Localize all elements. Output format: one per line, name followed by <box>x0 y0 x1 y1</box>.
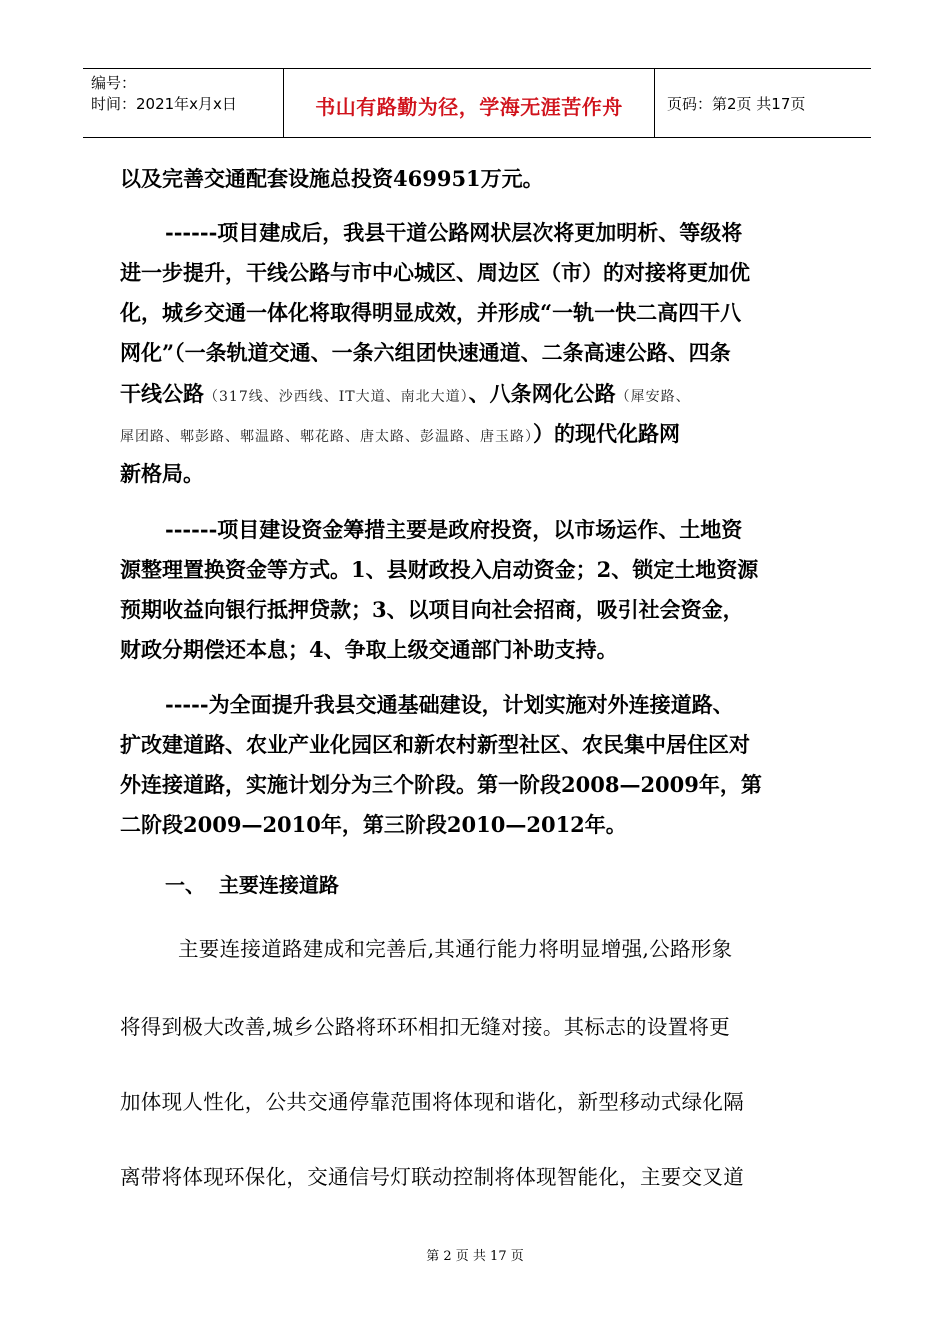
p2-line-6-part-b: ）的现代化路网 <box>533 421 680 446</box>
p2-line-5-part-b: 、八条网化公路 <box>468 381 616 406</box>
p5-line-4: 离带将体现环保化，交通信号灯联动控制将体现智能化，主要交叉道 <box>120 1165 744 1189</box>
p3-line-3: 预期收益向银行抵押贷款；3、以项目向社会招商，吸引社会资金， <box>120 597 744 622</box>
document-time-label: 时间：2021年x月x日 <box>91 95 237 113</box>
p3-line-2: 源整理置换资金等方式。1、县财政投入启动资金；2、锁定土地资源 <box>120 557 759 582</box>
p2-line-5-small-2: （犀安路、 <box>615 389 691 405</box>
p5-line-3: 加体现人性化，公共交通停靠范围将体现和谐化，新型移动式绿化隔 <box>120 1090 744 1114</box>
p2-line-5 <box>120 378 691 408</box>
header-meta-cell <box>83 69 284 137</box>
p4-line-1: -----为全面提升我县交通基础建设，计划实施对外连接道路、 <box>165 692 734 717</box>
investment-line: 以及完善交通配套设施总投资469951万元。 <box>120 166 544 191</box>
p2-line-2: 进一步提升，干线公路与市中心城区、周边区（市）的对接将更加优 <box>120 260 750 285</box>
p2-line-6 <box>120 418 680 448</box>
p2-line-5-small: （317线、沙西线、IT大道、南北大道） <box>204 389 469 405</box>
document-number-label: 编号： <box>91 74 137 92</box>
page-footer: 第 2 页 共 17 页 <box>426 1249 524 1264</box>
p2-line-6-small: 犀团路、郫彭路、郫温路、郫花路、唐太路、彭温路、唐玉路） <box>120 429 533 445</box>
p3-line-1: ------项目建设资金筹措主要是政府投资，以市场运作、土地资 <box>165 517 743 542</box>
header-page-cell <box>655 69 871 137</box>
p5-line-1: 主要连接道路建成和完善后,其通行能力将明显增强,公路形象 <box>178 937 733 961</box>
p2-line-1: ------项目建成后，我县干道公路网状层次将更加明析、等级将 <box>165 220 743 245</box>
section-heading: 一、 主要连接道路 <box>165 873 339 897</box>
p5-line-2: 将得到极大改善,城乡公路将环环相扣无缝对接。其标志的设置将更 <box>120 1015 731 1039</box>
p2-line-7: 新格局。 <box>120 461 204 486</box>
p2-line-3: 化，城乡交通一体化将取得明显成效，并形成“一轨一快二高四干八 <box>120 300 742 325</box>
p4-line-2: 扩改建道路、农业产业化园区和新农村新型社区、农民集中居住区对 <box>120 732 750 757</box>
header-motto-cell <box>284 69 655 137</box>
header-page-info: 页码：第2页 共17页 <box>667 95 806 113</box>
p2-line-4: 网化”（一条轨道交通、一条六组团快速通道、二条高速公路、四条 <box>120 340 731 365</box>
p2-line-5-part-a: 干线公路 <box>120 381 204 406</box>
document-header <box>83 68 871 138</box>
p3-line-4: 财政分期偿还本息；4、争取上级交通部门补助支持。 <box>120 637 618 662</box>
header-motto: 书山有路勤为径，学海无涯苦作舟 <box>315 95 623 119</box>
p4-line-3: 外连接道路，实施计划分为三个阶段。第一阶段2008—2009年，第 <box>120 772 762 797</box>
p4-line-4: 二阶段2009—2010年，第三阶段2010—2012年。 <box>120 812 627 837</box>
